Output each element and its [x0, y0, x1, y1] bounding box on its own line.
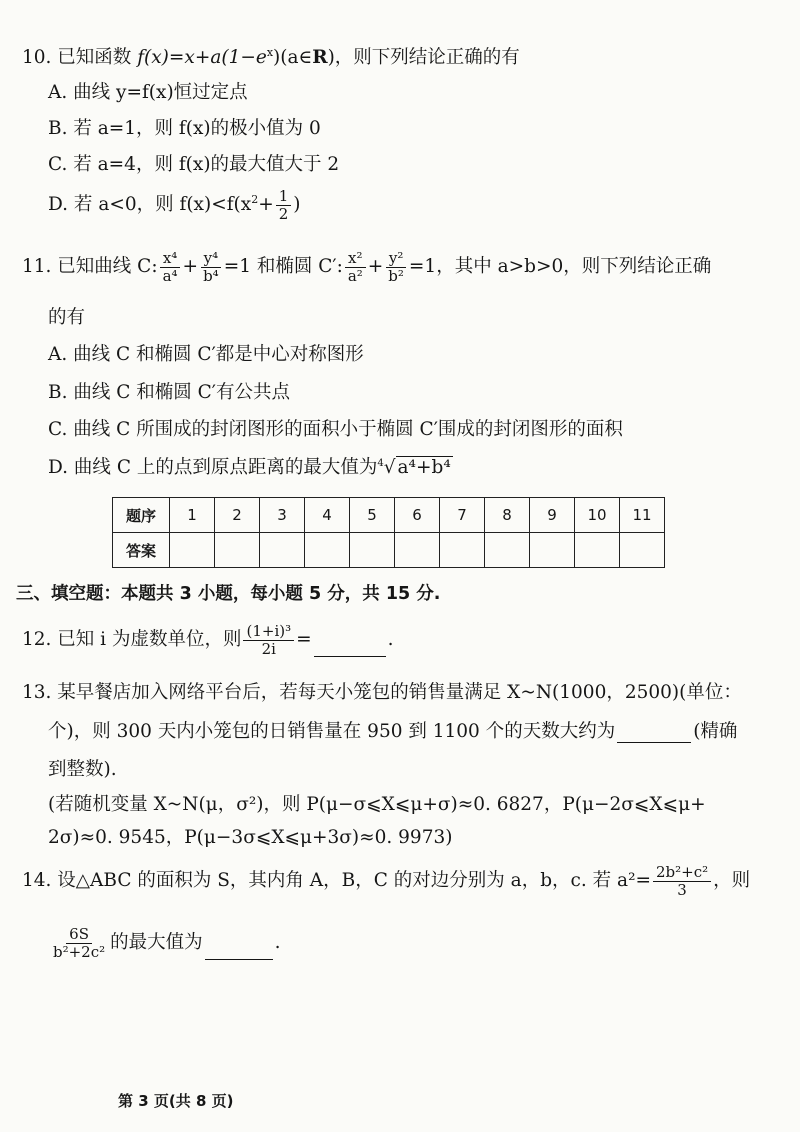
- answer-cell[interactable]: [395, 533, 440, 568]
- q10-exponent: x: [266, 46, 274, 59]
- q12-fraction: [243, 623, 294, 657]
- q11-frac-x4: [160, 250, 181, 284]
- answer-cell[interactable]: [170, 533, 215, 568]
- q14-stem-tail: ，则: [713, 870, 751, 891]
- q11-frac-x2-num: x²: [345, 250, 365, 268]
- q12-equals: =: [296, 629, 312, 650]
- answer-cell[interactable]: [305, 533, 350, 568]
- question-number: 2: [215, 498, 260, 533]
- page-footer: 第 3 页(共 8 页): [118, 1092, 234, 1110]
- question-number: 5: [350, 498, 395, 533]
- q13-hint-line-1: (若随机变量 X~N(μ，σ²)，则 P(μ−σ⩽X⩽μ+σ)≈0. 6827，P(μ−2σ⩽X⩽μ+: [48, 794, 706, 815]
- answer-label: 答案: [113, 533, 170, 568]
- q11-option-a: A. 曲线 C 和椭圆 C′都是中心对称图形: [48, 344, 364, 365]
- q10-option-c: C. 若 a=4，则 f(x)的最大值大于 2: [48, 154, 340, 175]
- q11-frac-y4-num: y⁴: [201, 250, 222, 268]
- q11-frac-x4-den: a⁴: [162, 266, 178, 285]
- q11-root-index: 4: [377, 457, 384, 469]
- q11-stem-text: 11. 已知曲线 C:: [22, 256, 158, 277]
- q14-fraction-a2: [653, 864, 711, 898]
- q13-line-3: 到整数).: [48, 759, 117, 780]
- answer-cell[interactable]: [620, 533, 665, 568]
- q11-option-b: B. 曲线 C 和椭圆 C′有公共点: [48, 382, 291, 403]
- answer-cell[interactable]: [440, 533, 485, 568]
- q11-stem-text-3: =1，其中 a>b>0，则下列结论正确: [408, 256, 712, 277]
- q11-frac-y4: [200, 250, 222, 284]
- q10-option-a: A. 曲线 y=f(x)恒过定点: [48, 82, 248, 103]
- q11-frac-x4-num: x⁴: [160, 250, 180, 268]
- q10-function: f(x)=x+a(1−e: [137, 47, 267, 69]
- q10-stem-text-2: )(a∈: [273, 47, 313, 69]
- q14-stem-text: 14. 设△ABC 的面积为 S，其内角 A，B，C 的对边分别为 a，b，c. 若 a²=: [22, 870, 651, 891]
- q14-fraction-target-num: 6S: [66, 926, 92, 944]
- q11-frac-x2: [345, 250, 366, 284]
- q10-option-b: B. 若 a=1，则 f(x)的极小值为 0: [48, 118, 321, 139]
- question-number: 6: [395, 498, 440, 533]
- q10-half-den: 2: [278, 204, 289, 223]
- question-number: 8: [485, 498, 530, 533]
- question-number: 1: [170, 498, 215, 533]
- q11-option-d: [48, 456, 453, 479]
- q14-stem: [22, 864, 750, 898]
- q11-stem-line2: 的有: [48, 307, 86, 328]
- q12-stem: [22, 623, 394, 657]
- q10-stem-text: 10. 已知函数: [22, 47, 138, 69]
- q11-frac-y2-den: b²: [388, 266, 404, 285]
- answer-cell[interactable]: [485, 533, 530, 568]
- q14-line-2-text: 的最大值为: [110, 932, 203, 953]
- q10-half-num: 1: [276, 188, 292, 206]
- q14-fraction-target: [50, 926, 108, 960]
- answer-grid: [112, 497, 665, 568]
- q14-fraction-target-den: b²+2c²: [53, 942, 106, 961]
- answer-cell[interactable]: [350, 533, 395, 568]
- q13-line-1: 13. 某早餐店加入网络平台后，若每天小笼包的销售量满足 X~N(1000，2500)(单位：: [22, 682, 742, 703]
- q14-fraction-a2-num: 2b²+c²: [653, 864, 711, 882]
- q11-plus-2: +: [367, 256, 384, 277]
- q10-stem-text-3: )，则下列结论正确的有: [327, 47, 520, 69]
- q13-hint-line-2: 2σ)≈0. 9545，P(μ−3σ⩽X⩽μ+3σ)≈0. 9973): [48, 827, 453, 848]
- answer-cell[interactable]: [215, 533, 260, 568]
- q10-option-d-text: D. 若 a<0，则 f(x)<f(x: [48, 194, 252, 215]
- q11-frac-y4-den: b⁴: [203, 266, 219, 285]
- question-number: 10: [575, 498, 620, 533]
- q11-frac-y2-num: y²: [386, 250, 407, 268]
- q10-half-fraction: [276, 188, 292, 222]
- answer-cell[interactable]: [530, 533, 575, 568]
- question-number: 4: [305, 498, 350, 533]
- q11-plus-1: +: [182, 256, 199, 277]
- q10-real-set: R: [312, 47, 328, 69]
- q12-fraction-den: 2i: [261, 639, 276, 658]
- q11-stem-text-2: =1 和椭圆 C′:: [223, 256, 343, 277]
- section-3-heading: 三、填空题：本题共 3 小题，每小题 5 分，共 15 分.: [16, 584, 441, 604]
- q14-answer-blank[interactable]: [205, 959, 273, 960]
- answer-cell[interactable]: [575, 533, 620, 568]
- q14-period: .: [274, 932, 281, 953]
- q11-stem: [22, 250, 711, 284]
- q13-line-2: [48, 720, 737, 743]
- q12-fraction-num: (1+i)³: [243, 623, 294, 641]
- q11-frac-y2: [385, 250, 407, 284]
- question-number: 3: [260, 498, 305, 533]
- question-number: 9: [530, 498, 575, 533]
- question-number: 7: [440, 498, 485, 533]
- question-number: 11: [620, 498, 665, 533]
- q10-stem: [22, 46, 520, 69]
- q14-fraction-a2-den: 3: [677, 880, 687, 899]
- q12-answer-blank[interactable]: [314, 656, 386, 657]
- q10-option-d-plus: +: [258, 194, 274, 215]
- q12-period: .: [387, 629, 394, 650]
- answer-cell[interactable]: [260, 533, 305, 568]
- q10-option-d-sup: 2: [251, 192, 259, 206]
- answer-grid-number-row: [113, 498, 665, 533]
- q14-line-2: [48, 926, 281, 960]
- q10-option-d: [48, 188, 301, 222]
- answer-grid-answer-row: [113, 533, 665, 568]
- q11-option-d-text: D. 曲线 C 上的点到原点距离的最大值为: [48, 457, 378, 478]
- q12-stem-text: 12. 已知 i 为虚数单位，则: [22, 629, 242, 650]
- q13-line-2-text: 个)，则 300 天内小笼包的日销售量在 950 到 1100 个的天数大约为: [48, 721, 616, 742]
- q11-option-c: C. 曲线 C 所围成的封闭图形的面积小于椭圆 C′围成的封闭图形的面积: [48, 419, 623, 440]
- q11-radicand: a⁴+b⁴: [397, 457, 451, 478]
- q10-option-d-close: ): [293, 194, 301, 215]
- question-number-label: 题序: [113, 498, 170, 533]
- q13-line-2-tail: (精确: [693, 721, 738, 742]
- q13-answer-blank[interactable]: [617, 742, 691, 743]
- q11-radical-sign: √: [383, 457, 396, 478]
- q11-frac-x2-den: a²: [347, 266, 363, 285]
